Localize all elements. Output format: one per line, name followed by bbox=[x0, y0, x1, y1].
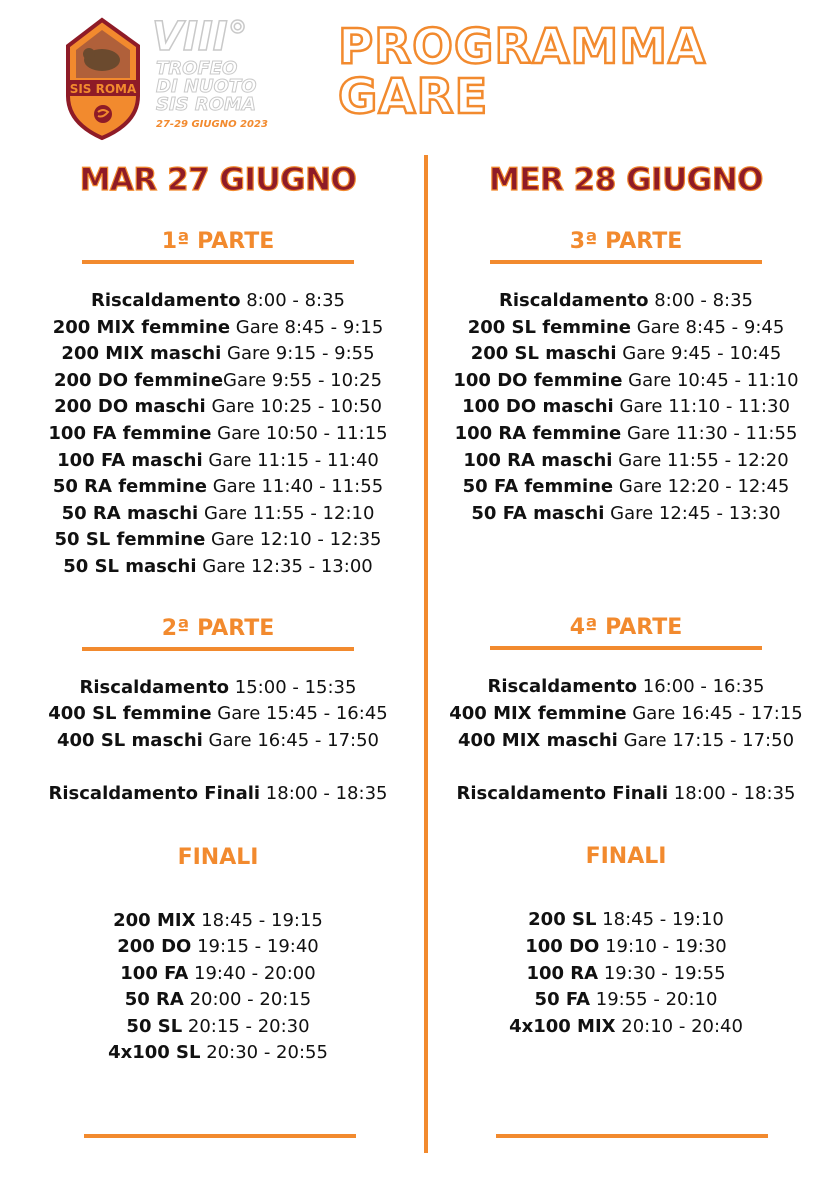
event-time: 19:10 - 19:30 bbox=[599, 935, 727, 957]
event-name: 100 RA bbox=[526, 962, 599, 984]
event-time: Gare 12:35 - 13:00 bbox=[196, 555, 373, 577]
event-name: Riscaldamento bbox=[90, 290, 241, 311]
schedule-line bbox=[12, 368, 424, 395]
page-title bbox=[338, 19, 738, 125]
event-time: Gare 12:10 - 12:35 bbox=[205, 529, 382, 551]
event-time: 8:00 - 8:35 bbox=[648, 290, 754, 311]
event-time: Gare 12:20 - 12:45 bbox=[613, 476, 790, 498]
schedule-line bbox=[12, 701, 424, 728]
schedule-line bbox=[12, 1040, 424, 1067]
event-time: 15:00 - 15:35 bbox=[229, 676, 357, 698]
schedule-line bbox=[12, 934, 424, 961]
badge-text: SIS ROMA bbox=[69, 82, 137, 96]
event-time: Gare 16:45 - 17:15 bbox=[626, 702, 803, 724]
bottom-rule-right bbox=[496, 1134, 768, 1138]
section-title: FINALI bbox=[177, 844, 259, 870]
section-title: 3ª PARTE bbox=[569, 229, 683, 254]
event-name: 50 RA bbox=[124, 989, 184, 1011]
schedule-line bbox=[12, 987, 424, 1014]
section-title: FINALI bbox=[585, 844, 667, 870]
schedule-line bbox=[12, 315, 424, 342]
schedule-line: Riscaldamento Finali 18:00 - 18:35 bbox=[456, 782, 796, 804]
event-name: 100 FA maschi bbox=[57, 449, 203, 471]
event-time: 18:45 - 19:15 bbox=[195, 909, 323, 931]
schedule-list bbox=[12, 908, 424, 1068]
schedule-line bbox=[12, 288, 424, 315]
event-time: 19:30 - 19:55 bbox=[598, 962, 726, 984]
event-name: Riscaldamento bbox=[79, 676, 230, 698]
event-time: Gare 11:10 - 11:30 bbox=[613, 396, 790, 418]
schedule-line bbox=[12, 474, 424, 501]
event-time: 18:45 - 19:10 bbox=[596, 909, 724, 931]
event-name: 4x100 MIX bbox=[509, 1015, 616, 1037]
schedule-line bbox=[420, 448, 832, 475]
event-name: 50 SL bbox=[126, 1015, 183, 1037]
day-heading: MER 28 GIUGNO bbox=[488, 162, 763, 198]
event-time: Gare 11:40 - 11:55 bbox=[206, 476, 384, 498]
logo-line1: TROFEO bbox=[156, 58, 238, 79]
schedule-line bbox=[420, 474, 832, 501]
schedule-line bbox=[420, 315, 832, 342]
section-title: 2ª PARTE bbox=[161, 615, 275, 641]
schedule-line bbox=[420, 728, 832, 755]
schedule-line bbox=[12, 341, 424, 368]
day-heading: MAR 27 GIUGNO bbox=[79, 162, 357, 198]
event-name: 50 RA femmine bbox=[52, 476, 207, 498]
schedule-line bbox=[420, 1014, 832, 1041]
schedule-line bbox=[12, 527, 424, 554]
event-name: 100 RA femmine bbox=[454, 422, 622, 444]
event-name: 400 MIX femmine bbox=[449, 702, 627, 724]
event-time: Gare 8:45 - 9:15 bbox=[230, 316, 384, 338]
schedule-list bbox=[12, 675, 424, 755]
event-name: 100 FA femmine bbox=[48, 422, 212, 444]
event-time: 20:00 - 20:15 bbox=[183, 989, 312, 1011]
day-column-right bbox=[420, 150, 832, 1040]
section-title: 1ª PARTE bbox=[161, 229, 275, 254]
event-name: 100 DO femmine bbox=[453, 369, 623, 391]
event-name: 200 MIX femmine bbox=[52, 316, 231, 338]
event-name: 100 FA bbox=[120, 962, 189, 984]
schedule-list bbox=[12, 288, 424, 581]
schedule-line bbox=[420, 907, 832, 934]
event-time: Gare 9:15 - 9:55 bbox=[221, 343, 375, 365]
schedule-list bbox=[420, 288, 832, 527]
event-time: 19:55 - 20:10 bbox=[590, 989, 718, 1011]
schedule-line bbox=[12, 448, 424, 475]
event-time: Gare 9:55 - 10:25 bbox=[223, 369, 383, 391]
day-column-left bbox=[12, 150, 424, 1067]
event-name: 200 MIX bbox=[113, 909, 196, 931]
event-time: 19:15 - 19:40 bbox=[191, 936, 319, 958]
event-name: 50 FA femmine bbox=[462, 476, 614, 498]
event-time: Gare 16:45 - 17:50 bbox=[202, 729, 379, 751]
event-time: Gare 8:45 - 9:45 bbox=[631, 316, 785, 338]
schedule-line bbox=[12, 554, 424, 581]
schedule-line bbox=[420, 394, 832, 421]
event-name: 200 DO bbox=[117, 936, 192, 958]
event-name: 200 SL femmine bbox=[467, 316, 631, 338]
event-name: 100 RA maschi bbox=[463, 449, 613, 471]
schedule-list bbox=[420, 674, 832, 754]
event-name: 200 SL maschi bbox=[470, 343, 617, 365]
logo-dates: 27-29 GIUGNO 2023 bbox=[156, 119, 268, 130]
event-name: 200 SL bbox=[528, 909, 597, 931]
logo-line2: DI NUOTO bbox=[156, 76, 257, 97]
schedule-line bbox=[12, 394, 424, 421]
schedule-line bbox=[420, 501, 832, 528]
event-name: 200 MIX maschi bbox=[61, 343, 222, 365]
event-time: 19:40 - 20:00 bbox=[188, 962, 316, 984]
schedule-line bbox=[420, 987, 832, 1014]
event-name: 4x100 SL bbox=[108, 1042, 201, 1064]
logo-edition: VIII° bbox=[152, 14, 248, 60]
event-time: Gare 11:30 - 11:55 bbox=[621, 422, 798, 444]
title-line2: GARE bbox=[338, 69, 489, 125]
event-name: Riscaldamento bbox=[487, 676, 638, 698]
schedule-list bbox=[420, 907, 832, 1040]
event-name: 50 RA maschi bbox=[61, 502, 199, 524]
schedule-line bbox=[12, 501, 424, 528]
schedule-line bbox=[420, 368, 832, 395]
schedule-line bbox=[420, 288, 832, 315]
title-line1: PROGRAMMA bbox=[338, 19, 707, 75]
event-time: 16:00 - 16:35 bbox=[637, 676, 765, 698]
event-name: 200 DO maschi bbox=[54, 396, 206, 418]
event-time: 20:30 - 20:55 bbox=[200, 1042, 328, 1064]
schedule-line bbox=[420, 421, 832, 448]
event-name: 50 FA bbox=[534, 989, 591, 1011]
schedule-line: Riscaldamento Finali 18:00 - 18:35 bbox=[48, 782, 388, 804]
event-time: Gare 10:25 - 10:50 bbox=[205, 396, 382, 418]
event-name: 50 SL femmine bbox=[54, 529, 206, 551]
logo-line3: SIS ROMA bbox=[156, 94, 256, 115]
event-time: Gare 10:45 - 11:10 bbox=[622, 369, 799, 391]
sis-roma-badge-icon bbox=[60, 8, 280, 143]
event-name: 400 MIX maschi bbox=[457, 729, 618, 751]
schedule-line bbox=[420, 674, 832, 701]
event-time: Gare 10:50 - 11:15 bbox=[211, 422, 388, 444]
section-title: 4ª PARTE bbox=[569, 615, 683, 641]
event-time: 20:15 - 20:30 bbox=[182, 1015, 310, 1037]
event-time: Gare 15:45 - 16:45 bbox=[211, 703, 388, 725]
schedule-line bbox=[420, 961, 832, 988]
schedule-line bbox=[420, 934, 832, 961]
event-time: 8:00 - 8:35 bbox=[240, 290, 346, 311]
event-time: Gare 17:15 - 17:50 bbox=[617, 729, 795, 751]
event-name: 400 SL maschi bbox=[57, 729, 203, 751]
event-time: Gare 11:55 - 12:10 bbox=[198, 502, 375, 524]
event-logo bbox=[60, 8, 280, 143]
event-name: 100 DO maschi bbox=[462, 396, 614, 418]
event-name: 200 DO femmine bbox=[53, 369, 224, 391]
event-name: 400 SL femmine bbox=[48, 703, 212, 725]
event-name: 50 SL maschi bbox=[63, 555, 197, 577]
schedule-line bbox=[12, 908, 424, 935]
event-name: 50 FA maschi bbox=[471, 502, 605, 524]
event-time: Gare 11:55 - 12:20 bbox=[612, 449, 789, 471]
schedule-line bbox=[12, 675, 424, 702]
schedule-line bbox=[12, 961, 424, 988]
event-name: Riscaldamento bbox=[498, 290, 649, 311]
schedule-line bbox=[12, 728, 424, 755]
event-time: Gare 9:45 - 10:45 bbox=[616, 343, 782, 365]
event-time: 20:10 - 20:40 bbox=[615, 1015, 743, 1037]
event-time: Gare 11:15 - 11:40 bbox=[202, 449, 379, 471]
event-name: 100 DO bbox=[525, 935, 600, 957]
event-time: Gare 12:45 - 13:30 bbox=[604, 502, 781, 524]
bottom-rule-left bbox=[84, 1134, 356, 1138]
schedule-line bbox=[420, 701, 832, 728]
schedule-line bbox=[12, 421, 424, 448]
schedule-line bbox=[12, 1014, 424, 1041]
schedule-line bbox=[420, 341, 832, 368]
